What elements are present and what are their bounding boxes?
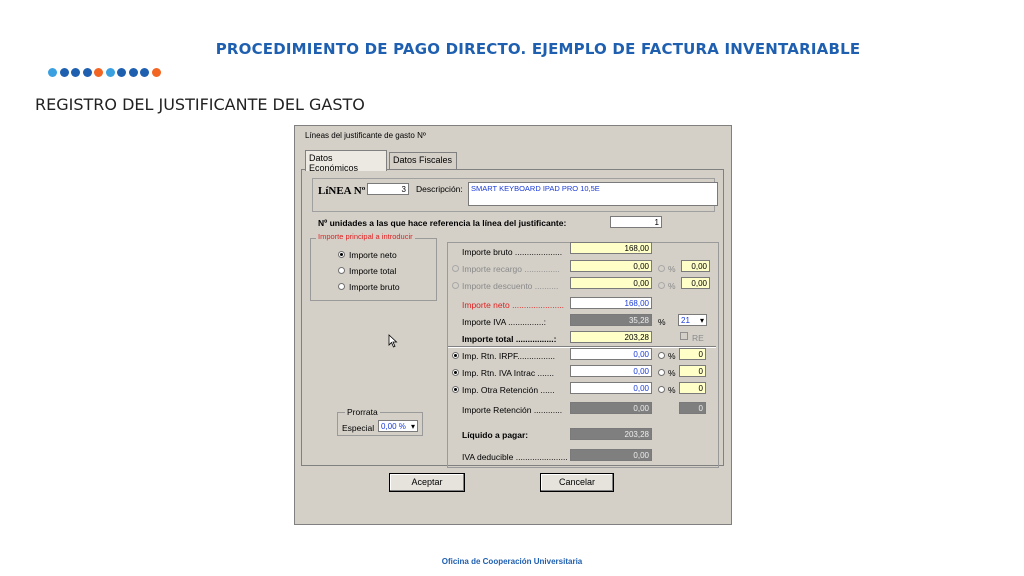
footer: Oficina de Cooperación Universitaria [441, 557, 583, 566]
importe-bruto-label: Importe bruto .................... [462, 247, 563, 257]
irpf-pct-field[interactable]: 0 [679, 348, 706, 360]
decorative-dot [83, 68, 92, 77]
prorrata-select[interactable] [378, 420, 418, 432]
importe-descuento-label: Importe descuento .......... [462, 281, 559, 291]
linea-label: LíNEA Nº [318, 185, 366, 197]
re-label: RE [692, 333, 704, 343]
importe-total-label: Importe total ................: [462, 334, 557, 344]
unidades-label: Nº unidades a las que hace referencia la línea del justificante: [318, 218, 567, 228]
rtn-irpf-label: Imp. Rtn. IRPF................ [462, 351, 556, 361]
descripcion-field[interactable]: SMART KEYBOARD IPAD PRO 10,5E [468, 182, 718, 206]
importe-retencion-pct-field: 0 [679, 402, 706, 414]
mouse-cursor-icon [388, 334, 398, 348]
decorative-dot [60, 68, 69, 77]
importe-iva-field: 35,28 [570, 314, 652, 326]
importe-neto-label: Importe neto ...................... [462, 300, 565, 310]
section-heading: REGISTRO DEL JUSTIFICANTE DEL GASTO [35, 95, 365, 114]
tab-datos-fiscales[interactable]: Datos Fiscales [389, 152, 457, 170]
radio-importe-total[interactable] [338, 267, 345, 274]
tab-datos-economicos[interactable]: Datos Económicos [305, 150, 387, 171]
iva-deducible-field: 0,00 [570, 449, 652, 461]
importe-descuento-field[interactable]: 0,00 [570, 277, 652, 289]
otra-retencion-label: Imp. Otra Retención ...... [462, 385, 555, 395]
iva-pct-value: 21 [681, 316, 690, 325]
unidades-field[interactable]: 1 [610, 216, 662, 228]
recargo-pct-field[interactable]: 0,00 [681, 260, 710, 272]
radio-importe-recargo[interactable] [452, 265, 459, 272]
radio-otra-retencion[interactable] [452, 386, 459, 393]
rtn-iva-intrac-label: Imp. Rtn. IVA Intrac ....... [462, 368, 554, 378]
descripcion-label: Descripción: [416, 184, 463, 194]
importe-recargo-label: Importe recargo ............... [462, 264, 560, 274]
radio-rtn-iva-intrac[interactable] [452, 369, 459, 376]
radio-rtn-irpf[interactable] [452, 352, 459, 359]
decorative-dot [94, 68, 103, 77]
cancelar-button[interactable]: Cancelar [540, 473, 614, 492]
prorrata-value: 0,00 % [381, 422, 406, 431]
justificante-dialog [294, 125, 732, 525]
aceptar-button[interactable]: Aceptar [389, 473, 465, 492]
otra-retencion-pct-field[interactable]: 0 [679, 382, 706, 394]
liquido-pagar-label: Líquido a pagar: [462, 430, 529, 440]
prorrata-label: Especial [342, 423, 375, 433]
decorative-dot [106, 68, 115, 77]
rtn-iva-intrac-field[interactable]: 0,00 [570, 365, 652, 377]
dialog-title: Líneas del justificante de gasto Nº [305, 131, 426, 140]
radio-importe-neto[interactable] [338, 251, 345, 258]
decorative-dot [117, 68, 126, 77]
radio-iva-intrac-pct[interactable] [658, 369, 665, 376]
importe-recargo-field[interactable]: 0,00 [570, 260, 652, 272]
iva-deducible-label: IVA deducible ...................... [462, 452, 568, 462]
decorative-dot [152, 68, 161, 77]
radio-descuento-pct[interactable] [658, 282, 665, 289]
descuento-pct-label: % [668, 281, 676, 291]
decorative-dot [129, 68, 138, 77]
importe-bruto-field[interactable]: 168,00 [570, 242, 652, 254]
label-importe-neto: Importe neto [349, 250, 397, 260]
iva-intrac-pct-field[interactable]: 0 [679, 365, 706, 377]
iva-intrac-pct-label: % [668, 368, 676, 378]
label-importe-bruto: Importe bruto [349, 282, 400, 292]
importe-retencion-label: Importe Retención ............ [462, 405, 563, 415]
decorative-dot [140, 68, 149, 77]
radio-irpf-pct[interactable] [658, 352, 665, 359]
irpf-pct-label: % [668, 351, 676, 361]
decorative-dot [71, 68, 80, 77]
importe-iva-label: Importe IVA ...............: [462, 317, 546, 327]
iva-pct-select[interactable] [678, 314, 707, 326]
slide-title: PROCEDIMIENTO DE PAGO DIRECTO. EJEMPLO DE FACTURA INVENTARIABLE [215, 40, 861, 58]
iva-pct-label: % [658, 317, 666, 327]
descuento-pct-field[interactable]: 0,00 [681, 277, 710, 289]
radio-otra-retencion-pct[interactable] [658, 386, 665, 393]
decorative-dot [48, 68, 57, 77]
prorrata-legend: Prorrata [347, 407, 378, 417]
recargo-pct-label: % [668, 264, 676, 274]
otra-retencion-pct-label: % [668, 385, 676, 395]
chevron-down-icon: ▾ [699, 316, 704, 325]
radio-importe-bruto[interactable] [338, 283, 345, 290]
label-importe-total: Importe total [349, 266, 397, 276]
re-checkbox[interactable] [680, 332, 688, 340]
importe-retencion-field: 0,00 [570, 402, 652, 414]
tab-panel [301, 169, 724, 466]
chevron-down-icon: ▾ [410, 422, 415, 431]
radio-importe-descuento[interactable] [452, 282, 459, 289]
liquido-pagar-field: 203,28 [570, 428, 652, 440]
otra-retencion-field[interactable]: 0,00 [570, 382, 652, 394]
radio-recargo-pct[interactable] [658, 265, 665, 272]
linea-number-field[interactable]: 3 [367, 183, 409, 195]
importe-neto-field[interactable]: 168,00 [570, 297, 652, 309]
rtn-irpf-field[interactable]: 0,00 [570, 348, 652, 360]
importe-principal-legend: Importe principal a introducir [318, 232, 413, 241]
importe-total-field[interactable]: 203,28 [570, 331, 652, 343]
